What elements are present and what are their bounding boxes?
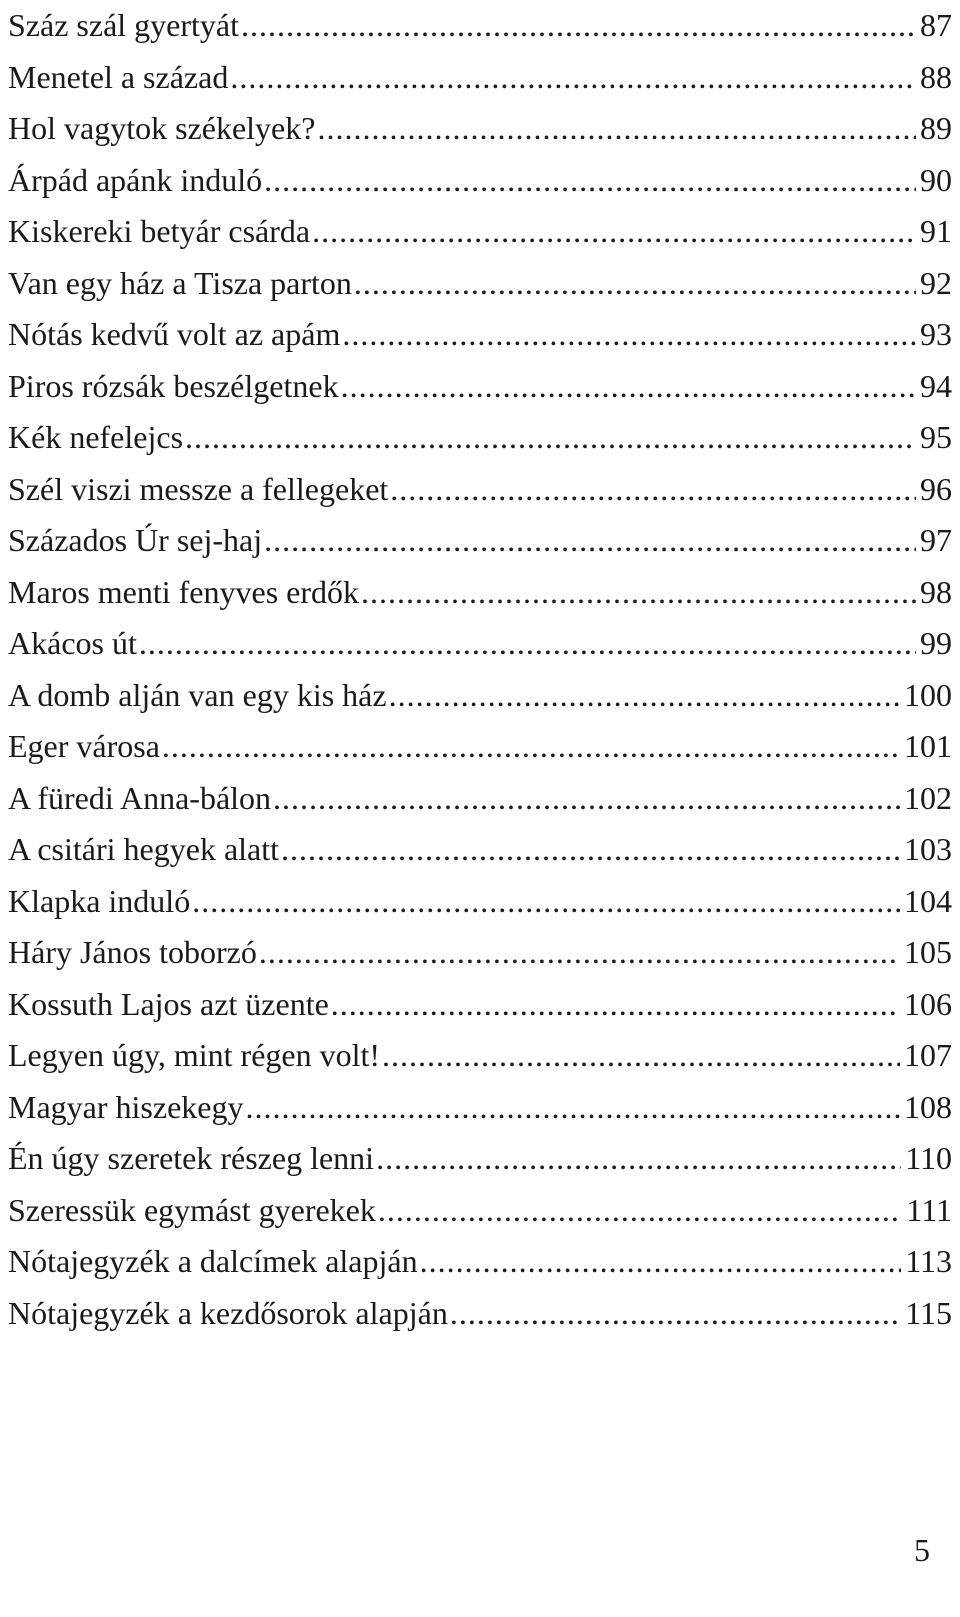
toc-entry-title: Magyar hiszekegy	[8, 1088, 244, 1125]
toc-entry-title: A domb alján van egy kis ház	[8, 676, 387, 713]
toc-entry	[8, 258, 952, 310]
toc-entry-title: Legyen úgy, mint régen volt!	[8, 1037, 381, 1073]
toc-entry-title: Nótajegyzék a kezdősorok alapján	[8, 1294, 448, 1331]
toc-entry	[8, 155, 952, 207]
toc-leader-dots	[342, 309, 916, 361]
toc-entry	[8, 1288, 952, 1340]
toc-leader-dots	[389, 670, 900, 722]
toc-entry	[8, 721, 952, 773]
toc-entry-title: Nótás kedvű volt az apám	[8, 316, 341, 352]
toc-entry-title: Maros menti fenyves erdők	[8, 573, 360, 610]
toc-leader-dots	[162, 721, 900, 773]
toc-entry-title: Százados Úr sej-haj	[8, 522, 263, 558]
toc-entry-page: 115	[905, 1294, 952, 1331]
toc-entry-page: 102	[904, 779, 952, 816]
toc-leader-dots	[192, 876, 900, 928]
toc-entry-page: 95	[920, 419, 952, 455]
toc-entry-page: 105	[904, 934, 952, 970]
toc-leader-dots	[185, 412, 916, 464]
toc-entry-title: Én úgy szeretek részeg lenni	[8, 1140, 375, 1176]
toc-entry-page: 94	[920, 367, 952, 404]
toc-entry-page: 106	[904, 985, 952, 1022]
toc-entry-page: 113	[905, 1243, 952, 1279]
toc-entry-page: 104	[904, 882, 952, 919]
toc-entry	[8, 309, 952, 361]
toc-leader-dots	[378, 1185, 903, 1237]
toc-entry-title: Van egy ház a Tisza parton	[8, 264, 352, 301]
toc-entry-page: 101	[904, 728, 952, 764]
page-number: 5	[914, 1532, 930, 1568]
toc-entry-title: Szél viszi messze a fellegeket	[8, 470, 389, 507]
toc-leader-dots	[259, 927, 900, 979]
toc-entry	[8, 670, 952, 722]
toc-entry	[8, 824, 952, 876]
toc-entry	[8, 876, 952, 928]
toc-entry-page: 90	[920, 161, 952, 198]
toc-entry	[8, 1082, 952, 1134]
toc-leader-dots	[230, 52, 916, 104]
toc-entry	[8, 1133, 952, 1185]
toc-entry-title: A csitári hegyek alatt	[8, 831, 280, 867]
table-of-contents	[8, 0, 952, 1339]
toc-entry	[8, 1185, 952, 1237]
toc-leader-dots	[331, 979, 900, 1031]
toc-entry-title: Árpád apánk induló	[8, 161, 263, 198]
toc-leader-dots	[241, 0, 916, 52]
toc-entry	[8, 1030, 952, 1082]
toc-entry-title: Eger városa	[8, 728, 160, 764]
toc-entry-title: Akácos út	[8, 625, 137, 661]
toc-entry	[8, 206, 952, 258]
toc-leader-dots	[382, 1030, 900, 1082]
toc-entry-title: Menetel a század	[8, 58, 229, 95]
toc-entry	[8, 361, 952, 413]
toc-entry	[8, 773, 952, 825]
toc-entry-page: 97	[920, 522, 952, 558]
toc-entry	[8, 515, 952, 567]
toc-entry-page: 89	[920, 110, 952, 146]
toc-leader-dots	[341, 361, 916, 413]
toc-entry-page: 91	[920, 213, 952, 249]
toc-entry-page: 111	[906, 1191, 952, 1228]
toc-entry-title: Száz szál gyertyát	[8, 7, 239, 43]
toc-entry-title: Nótajegyzék a dalcímek alapján	[8, 1243, 418, 1279]
toc-entry	[8, 1236, 952, 1288]
toc-leader-dots	[312, 206, 916, 258]
toc-leader-dots	[361, 567, 916, 619]
toc-entry-title: Piros rózsák beszélgetnek	[8, 367, 339, 404]
toc-leader-dots	[376, 1133, 901, 1185]
toc-entry-page: 92	[920, 264, 952, 301]
toc-entry-page: 93	[920, 316, 952, 352]
toc-leader-dots	[420, 1236, 902, 1288]
toc-entry-title: Szeressük egymást gyerekek	[8, 1191, 376, 1228]
toc-entry-page: 96	[920, 470, 952, 507]
toc-entry-page: 88	[920, 58, 952, 95]
toc-entry	[8, 927, 952, 979]
toc-entry	[8, 618, 952, 670]
toc-entry-title: Háry János toborzó	[8, 934, 257, 970]
toc-entry-title: Klapka induló	[8, 882, 191, 919]
toc-entry-page: 108	[904, 1088, 952, 1125]
toc-entry-page: 103	[904, 831, 952, 867]
toc-entry	[8, 412, 952, 464]
toc-entry-page: 100	[904, 676, 952, 713]
toc-leader-dots	[139, 618, 916, 670]
toc-leader-dots	[390, 464, 916, 516]
toc-entry	[8, 567, 952, 619]
toc-entry-title: Kék nefelejcs	[8, 419, 184, 455]
toc-leader-dots	[354, 258, 916, 310]
toc-leader-dots	[264, 515, 916, 567]
toc-leader-dots	[245, 1082, 900, 1134]
toc-entry-page: 107	[904, 1037, 952, 1073]
toc-leader-dots	[317, 103, 916, 155]
toc-entry	[8, 103, 952, 155]
toc-leader-dots	[264, 155, 916, 207]
toc-leader-dots	[450, 1288, 901, 1340]
toc-leader-dots	[281, 824, 900, 876]
toc-entry-title: Kiskereki betyár csárda	[8, 213, 311, 249]
toc-entry-title: Hol vagytok székelyek?	[8, 110, 316, 146]
toc-entry-page: 98	[920, 573, 952, 610]
toc-entry	[8, 0, 952, 52]
toc-entry-title: A füredi Anna-bálon	[8, 779, 272, 816]
toc-entry-page: 99	[920, 625, 952, 661]
toc-entry	[8, 464, 952, 516]
toc-entry-title: Kossuth Lajos azt üzente	[8, 985, 329, 1022]
toc-entry	[8, 979, 952, 1031]
toc-leader-dots	[273, 773, 900, 825]
toc-entry-page: 87	[920, 7, 952, 43]
toc-entry	[8, 52, 952, 104]
toc-entry-page: 110	[905, 1140, 952, 1176]
